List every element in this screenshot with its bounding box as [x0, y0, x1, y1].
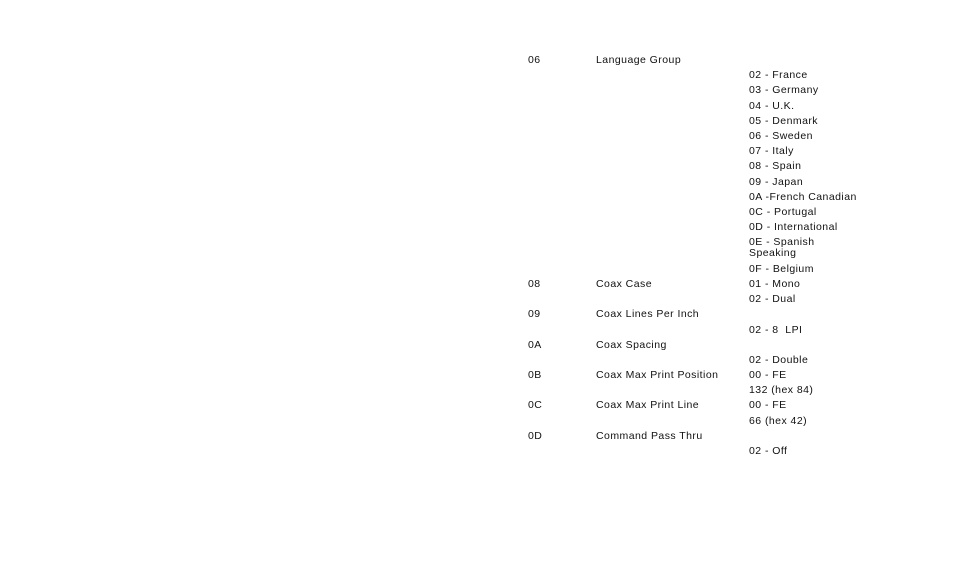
table-row [528, 55, 888, 70]
parameter-value: 02 - France [749, 69, 808, 82]
parameter-value: 05 - Denmark [749, 114, 819, 127]
parameter-value: 09 - Japan [749, 175, 804, 188]
parameter-value: 02 - 8 LPI [749, 323, 803, 336]
parameter-name: Coax Spacing [596, 338, 667, 351]
parameter-value: 08 - Spain [749, 160, 802, 173]
parameter-name: Coax Max Print Line [596, 399, 700, 412]
parameter-name: Coax Max Print Position [596, 369, 719, 382]
table-row [528, 340, 888, 355]
parameter-value: 04 - U.K. [749, 99, 795, 112]
table-row [528, 325, 888, 340]
table-row [528, 431, 888, 446]
table-row [528, 131, 888, 146]
parameter-code: 08 [528, 277, 541, 290]
parameter-value: 66 (hex 42) [749, 414, 808, 427]
parameter-name: Coax Case [596, 277, 652, 290]
table-row [528, 70, 888, 85]
parameter-value: 0A -French Canadian [749, 190, 857, 203]
parameter-value: 0C - Portugal [749, 205, 817, 218]
table-row [528, 385, 888, 400]
table-row [528, 370, 888, 385]
parameter-value: 01 - Mono [749, 277, 801, 290]
parameter-value: 00 - FE [749, 369, 787, 382]
parameter-value: 0E - Spanish Speaking [749, 236, 815, 260]
parameter-value: 07 - Italy [749, 145, 794, 158]
table-row [528, 446, 888, 461]
table-row [528, 161, 888, 176]
parameter-value: 02 - Dual [749, 293, 796, 306]
parameter-name: Command Pass Thru [596, 429, 703, 442]
table-row [528, 177, 888, 192]
parameter-name: Coax Lines Per Inch [596, 308, 700, 321]
table-row [528, 85, 888, 100]
table-row [528, 294, 888, 309]
parameter-table [528, 55, 888, 461]
table-row [528, 116, 888, 131]
table-row [528, 237, 888, 264]
table-row [528, 146, 888, 161]
parameter-code: 0C [528, 399, 543, 412]
parameter-code: 09 [528, 308, 541, 321]
parameter-value: 02 - Double [749, 353, 809, 366]
parameter-code: 0D [528, 429, 543, 442]
parameter-value: 02 - Off [749, 445, 788, 457]
table-row [528, 309, 888, 324]
parameter-value: 00 - FE [749, 399, 787, 412]
table-row [528, 400, 888, 415]
table-row [528, 279, 888, 294]
parameter-value: 0D - International [749, 221, 838, 234]
parameter-value: 03 - Germany [749, 84, 819, 97]
parameter-code: 0A [528, 338, 542, 351]
parameter-value: 06 - Sweden [749, 129, 813, 142]
table-row [528, 207, 888, 222]
table-row [528, 264, 888, 279]
parameter-code: 06 [528, 54, 541, 66]
table-row [528, 101, 888, 116]
parameter-value: 132 (hex 84) [749, 384, 814, 397]
table-row [528, 222, 888, 237]
table-row [528, 416, 888, 431]
table-row [528, 355, 888, 370]
table-row [528, 192, 888, 207]
parameter-value: 0F - Belgium [749, 262, 814, 275]
parameter-code: 0B [528, 369, 542, 382]
parameter-name: Language Group [596, 54, 682, 66]
